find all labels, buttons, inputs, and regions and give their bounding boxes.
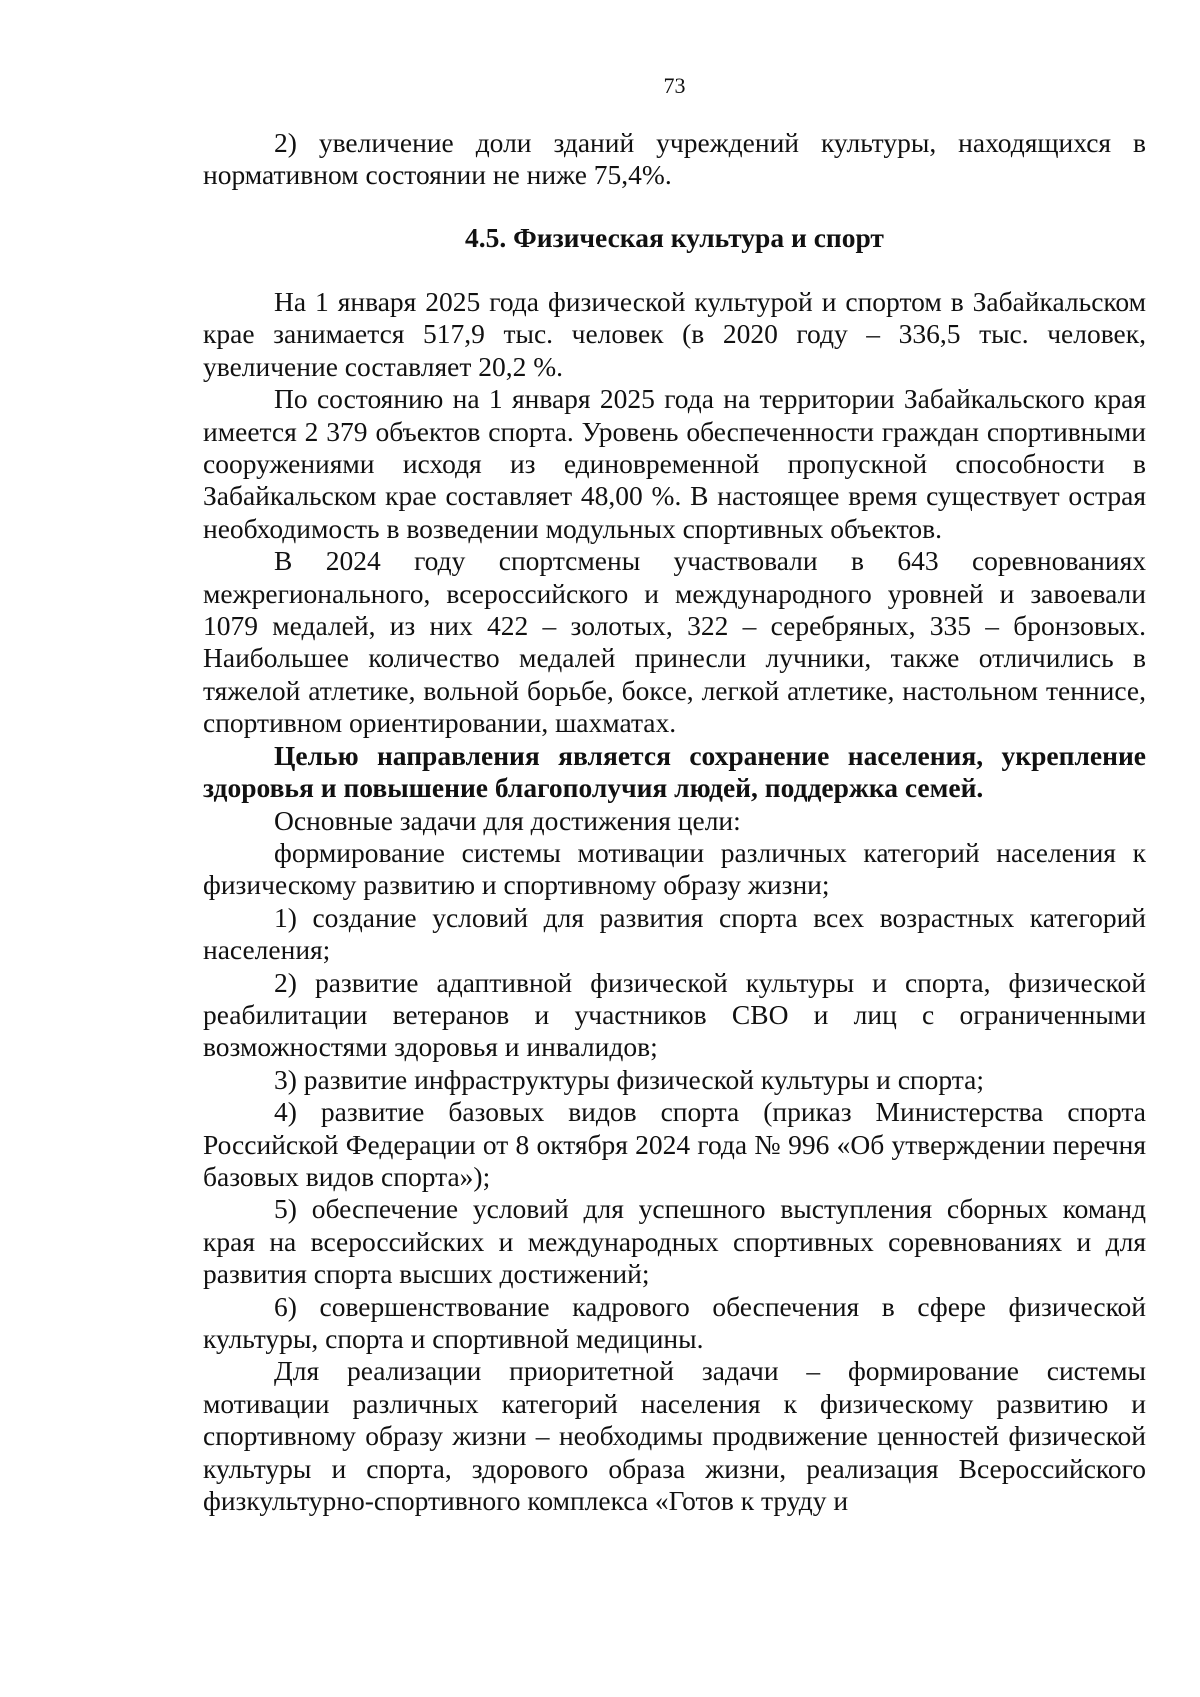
top-text-block: [203, 127, 1146, 192]
task-list-item: 2) развитие адаптивной физической культуры и спорта, физической реабилитации ветеранов и участников СВО и лиц с ограниченными возможностями здоровья и инвалидов;: [203, 966, 1146, 1063]
main-text-block: [203, 286, 1146, 1517]
task-list-item: 4) развитие базовых видов спорта (приказ Министерства спорта Российской Федерации от 8 октября 2024 года № 996 «Об утверждении перечня базовых видов спорта»);: [203, 1096, 1146, 1192]
page-number: 73: [663, 73, 686, 98]
task-list-item: 3) развитие инфраструктуры физической культуры и спорта;: [274, 1063, 984, 1095]
paragraph: По состоянию на 1 января 2025 года на территории Забайкальского края имеется 2 379 объектов спорта. Уровень обеспеченности граждан спортивными сооружениями исходя из единовременной пропускной способности в Забайкальском крае составляет 48,00 %. В настоящее время существует острая необходимость в возведении модульных спортивных объектов.: [203, 383, 1146, 544]
section-heading: 4.5. Физическая культура и спорт: [465, 222, 884, 253]
goal-statement: Целью направления является сохранение населения, укрепление здоровья и повышение благополучия людей, поддержка семей.: [203, 739, 1146, 804]
task-list-item: 5) обеспечение условий для успешного выступления сборных команд края на всероссийских и международных спортивных соревнованиях и для развития спорта высших достижений;: [203, 1193, 1146, 1290]
paragraph: На 1 января 2025 года физической культурой и спортом в Забайкальском крае занимается 517,9 тыс. человек (в 2020 году – 336,5 тыс. человек, увеличение составляет 20,2 %.: [203, 286, 1146, 382]
task-list-item: 6) совершенствование кадрового обеспечения в сфере физической культуры, спорта и спортивной медицины.: [203, 1290, 1146, 1354]
paragraph: Основные задачи для достижения цели:: [274, 804, 741, 836]
paragraph: формирование системы мотивации различных категорий населения к физическому развитию и спортивному образу жизни;: [203, 836, 1146, 901]
paragraph: Для реализации приоритетной задачи – формирование системы мотивации различных категорий населения к физическому развитию и спортивному образу жизни – необходимы продвижение ценностей физической культуры и спорта, здорового образа жизни, реализация Всероссийского физкультурно-спортивного комплекса «Готов к труду и: [203, 1355, 1146, 1517]
task-list-item: 1) создание условий для развития спорта всех возрастных категорий населения;: [203, 901, 1146, 966]
paragraph: В 2024 году спортсмены участвовали в 643 соревнованиях межрегионального, всероссийского и международного уровней и завоевали 1079 медалей, из них 422 – золотых, 322 – серебряных, 335 – бронзовых. Наибольшее количество медалей принесли лучники, также отличились в тяжелой атлетике, вольной борьбе, боксе, легкой атлетике, настольном теннисе, спортивном ориентировании, шахматах.: [203, 545, 1146, 739]
paragraph-list-item: 2) увеличение доли зданий учреждений культуры, находящихся в нормативном состоянии не ниже 75,4%.: [203, 127, 1146, 191]
